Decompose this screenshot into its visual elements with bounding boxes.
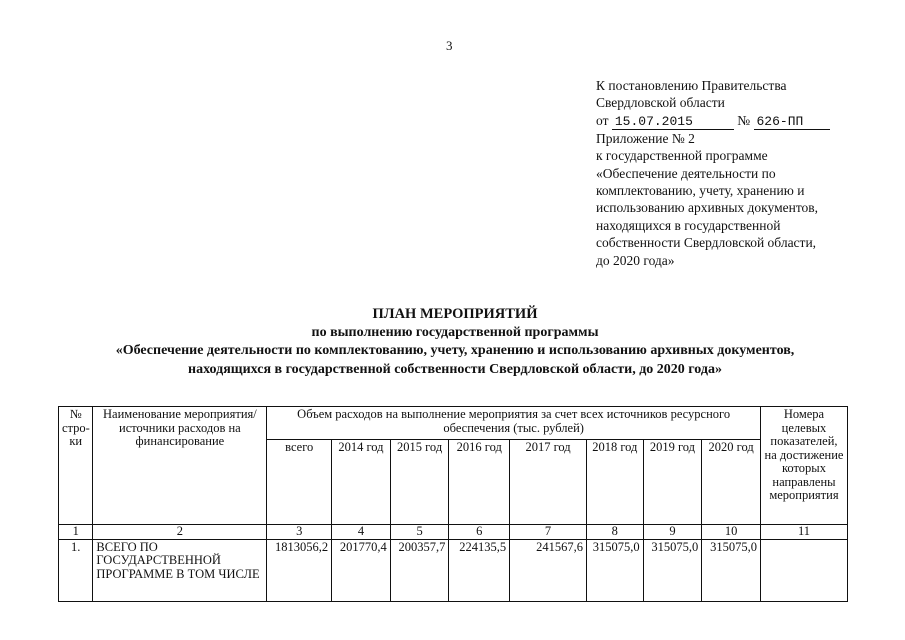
header-activity-name: Наименование мероприятия/ источники расходов на финансирование <box>93 407 267 525</box>
document-title <box>40 305 870 379</box>
title-sub: находящихся в государственной собственности Свердловской области, до 2020 года» <box>188 361 722 377</box>
row-value-2015: 200357,7 <box>390 539 449 601</box>
column-number: 7 <box>510 525 587 540</box>
column-numbers-row <box>59 525 848 540</box>
header-row-number: № стро-ки <box>59 407 93 525</box>
column-number: 1 <box>59 525 93 540</box>
column-number: 4 <box>332 525 391 540</box>
header-year: 2017 год <box>510 440 587 525</box>
header-target-indicators: Номера целевых показателей, на достижение которых направлены мероприятия <box>760 407 847 525</box>
column-number: 3 <box>267 525 332 540</box>
title-main: ПЛАН МЕРОПРИЯТИЙ <box>372 306 538 322</box>
approval-line: К постановлению Правительства <box>596 78 787 93</box>
approval-line: до 2020 года» <box>596 252 675 268</box>
decree-date: 15.07.2015 <box>612 115 734 130</box>
row-value-2018: 315075,0 <box>586 539 643 601</box>
approval-line: находящихся в государственной <box>596 217 781 233</box>
column-number: 9 <box>643 525 702 540</box>
title-sub: по выполнению государственной программы <box>311 324 599 340</box>
decree-number: 626-ПП <box>754 115 830 130</box>
header-year: 2015 год <box>390 440 449 525</box>
header-year: 2014 год <box>332 440 391 525</box>
row-value-2016: 224135,5 <box>449 539 510 601</box>
approval-line: собственности Свердловской области, <box>596 235 817 251</box>
column-number: 5 <box>390 525 449 540</box>
approval-line: комплектованию, учету, хранению и <box>596 183 805 199</box>
row-value-2020: 315075,0 <box>702 539 761 601</box>
row-target-indicators <box>760 539 847 601</box>
approval-line: использованию архивных документов, <box>596 200 819 216</box>
approval-line: к государственной программе <box>596 148 768 164</box>
row-value-2017: 241567,6 <box>510 539 587 601</box>
row-value-2014: 201770,4 <box>332 539 391 601</box>
column-number: 6 <box>449 525 510 540</box>
header-total: всего <box>267 440 332 525</box>
column-number: 8 <box>586 525 643 540</box>
row-total: 1813056,2 <box>267 539 332 601</box>
title-sub: «Обеспечение деятельности по комплектованию, учету, хранению и использованию архивных документов, <box>115 343 795 358</box>
approval-line: Приложение № 2 <box>596 130 695 146</box>
row-value-2019: 315075,0 <box>643 539 702 601</box>
header-year: 2019 год <box>643 440 702 525</box>
header-year: 2018 год <box>586 440 643 525</box>
column-number: 10 <box>702 525 761 540</box>
approval-line: Свердловской области <box>596 95 725 111</box>
row-activity-name: ВСЕГО ПО ГОСУДАРСТВЕННОЙ ПРОГРАММЕ В ТОМ ЧИСЛЕ <box>93 539 267 601</box>
column-number: 11 <box>760 525 847 540</box>
approval-block <box>596 77 896 269</box>
row-number: 1. <box>59 539 93 601</box>
page-number: 3 <box>446 38 453 53</box>
approval-line: «Обеспечение деятельности по <box>596 165 776 181</box>
header-year: 2016 год <box>449 440 510 525</box>
number-label: № <box>737 112 751 128</box>
plan-table <box>58 406 848 602</box>
table-row <box>59 539 848 601</box>
header-expenses: Объем расходов на выполнение мероприятия за счет всех источников ресурсного обеспечения (тыс. рублей) <box>267 407 761 440</box>
column-number: 2 <box>93 525 267 540</box>
approval-date-number-line <box>596 112 896 130</box>
header-year: 2020 год <box>702 440 761 525</box>
from-label: от <box>596 112 609 128</box>
